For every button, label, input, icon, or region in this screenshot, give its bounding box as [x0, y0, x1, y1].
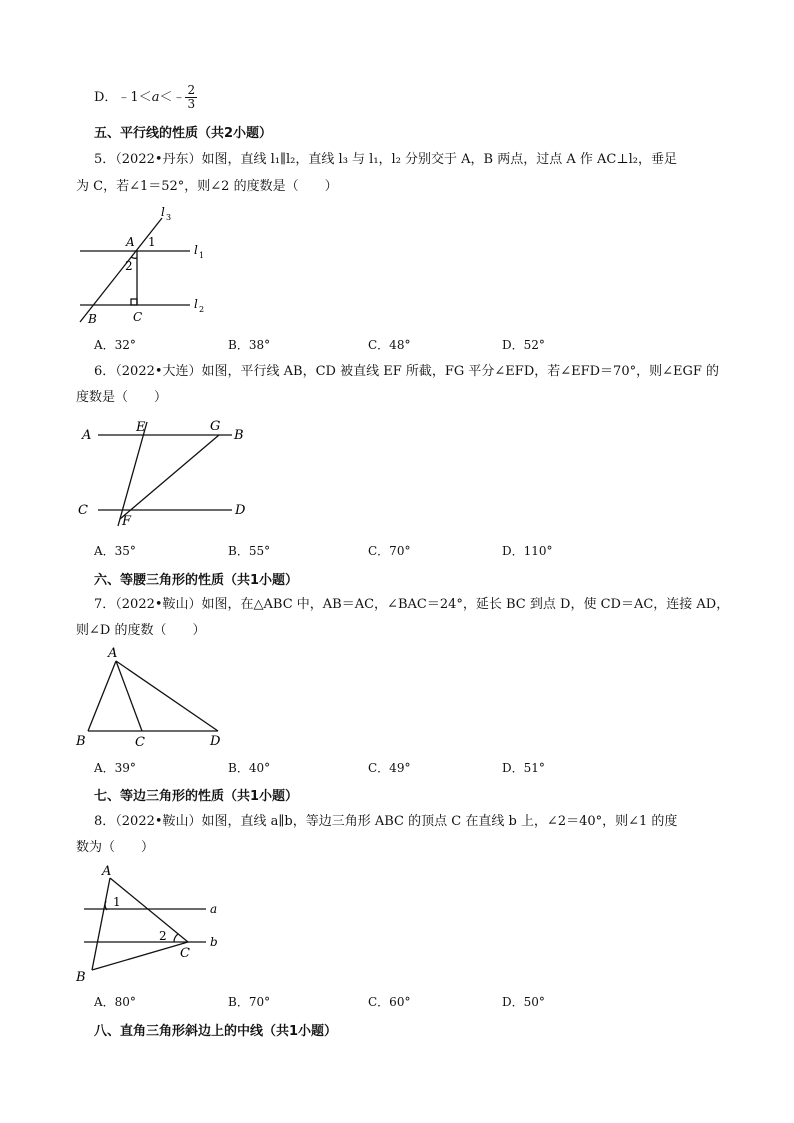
q6-label-d: D: [235, 503, 246, 518]
q8-option-d: D．50°: [502, 995, 545, 1009]
q5-label-1: 1: [148, 235, 156, 249]
q7-line2: 则∠D 的度数（ ）: [76, 623, 206, 638]
q7-label-a: A: [108, 646, 118, 661]
q8-line2: 数为（ ）: [76, 840, 155, 855]
q6-label-g: G: [210, 419, 221, 434]
q8-line1: 8．（2022•鞍山）如图，直线 a∥b，等边三角形 ABC 的顶点 C 在直线 b 上，∠2＝40°，则∠1 的度: [94, 814, 678, 829]
q6-option-a: A．35°: [94, 544, 136, 558]
q5-label-b: B: [88, 312, 97, 325]
q6-label-f: F: [122, 514, 132, 529]
fraction: [185, 84, 197, 111]
q5-label-c: C: [133, 310, 143, 324]
prev-option-d-var: a: [151, 90, 160, 105]
section-heading-7: 七、等边三角形的性质（共1小题）: [94, 789, 299, 804]
fraction-numerator: 2: [187, 83, 196, 97]
q8-label-line-b: b: [210, 935, 218, 949]
q7-option-c: C．49°: [368, 761, 411, 775]
q8-label-line-a: a: [210, 902, 218, 916]
section-heading-5: 五、平行线的性质（共2小题）: [94, 126, 273, 141]
q6-label-b: B: [234, 428, 244, 443]
q5-option-b: B．38°: [228, 338, 271, 352]
q6-label-e: E: [136, 420, 146, 435]
q6-label-c: C: [78, 503, 88, 518]
q5-label-l1: l: [194, 243, 198, 257]
q7-segment-ac: [116, 661, 142, 731]
prev-option-d: [94, 84, 197, 111]
q7-option-a: A．39°: [94, 761, 136, 775]
q6-label-a: A: [82, 428, 92, 443]
q5-label-l3: l: [161, 205, 165, 219]
section-heading-6: 六、等腰三角形的性质（共1小题）: [94, 573, 299, 588]
q8-figure: [70, 862, 230, 987]
q8-angle-2-arc: [174, 934, 178, 942]
q5-label-2: 2: [125, 259, 133, 273]
q5-label-a: A: [126, 235, 135, 249]
q7-label-c: C: [135, 735, 145, 750]
q5-label-l3-sub: 3: [166, 213, 172, 222]
q6-option-c: C．70°: [368, 544, 411, 558]
q8-label-b: B: [76, 970, 86, 985]
q8-label-c: C: [180, 946, 190, 961]
prev-option-d-prefix: D．﹣1＜: [94, 90, 152, 105]
q5-option-a: A．32°: [94, 338, 136, 352]
q6-line2: 度数是（ ）: [76, 390, 168, 405]
q8-label-a: A: [102, 864, 112, 879]
q5-line-l3: [80, 218, 162, 322]
q5-label-l2-sub: 2: [199, 305, 205, 314]
q8-label-2: 2: [159, 929, 167, 943]
q8-option-b: B．70°: [228, 995, 271, 1009]
q7-option-d: D．51°: [502, 761, 545, 775]
q8-segment-bc: [92, 942, 188, 970]
q7-segment-ad: [116, 661, 218, 731]
q8-label-1: 1: [113, 895, 121, 909]
section-heading-8: 八、直角三角形斜边上的中线（共1小题）: [94, 1024, 338, 1039]
q7-line1: 7．（2022•鞍山）如图，在△ABC 中，AB＝AC，∠BAC＝24°，延长 BC 到点 D，使 CD＝AC，连接 AD，: [94, 597, 730, 612]
q5-figure: [70, 200, 220, 325]
q6-figure: [72, 414, 262, 529]
q6-option-d: D．110°: [502, 544, 553, 558]
q7-label-b: B: [76, 734, 86, 749]
q8-segment-ac: [110, 878, 188, 942]
q6-segment-fg: [120, 435, 219, 519]
q5-line1: 5．（2022•丹东）如图，直线 l₁∥l₂，直线 l₃ 与 l₁，l₂ 分别交于 A，B 两点，过点 A 作 AC⊥l₂，垂足: [94, 152, 677, 167]
q5-option-c: C．48°: [368, 338, 411, 352]
q7-segment-ab: [88, 661, 116, 731]
q8-option-a: A．80°: [94, 995, 136, 1009]
q5-option-d: D．52°: [502, 338, 545, 352]
q7-figure: [70, 644, 235, 752]
q7-option-b: B．40°: [228, 761, 271, 775]
q5-label-l1-sub: 1: [199, 251, 205, 260]
q5-line2: 为 C，若∠1＝52°，则∠2 的度数是（ ）: [76, 179, 338, 194]
prev-option-d-mid: ＜﹣: [159, 90, 186, 105]
q8-angle-1-arc: [105, 901, 107, 910]
q8-segment-ab: [92, 878, 110, 970]
q7-label-d: D: [210, 734, 221, 749]
q8-option-c: C．60°: [368, 995, 411, 1009]
q5-right-angle-mark: [131, 299, 137, 305]
q6-line1: 6．（2022•大连）如图，平行线 AB，CD 被直线 EF 所截，FG 平分∠EFD，若∠EFD＝70°，则∠EGF 的: [94, 364, 720, 379]
q5-label-l2: l: [194, 297, 198, 311]
q6-option-b: B．55°: [228, 544, 271, 558]
fraction-denominator: 3: [187, 97, 196, 111]
